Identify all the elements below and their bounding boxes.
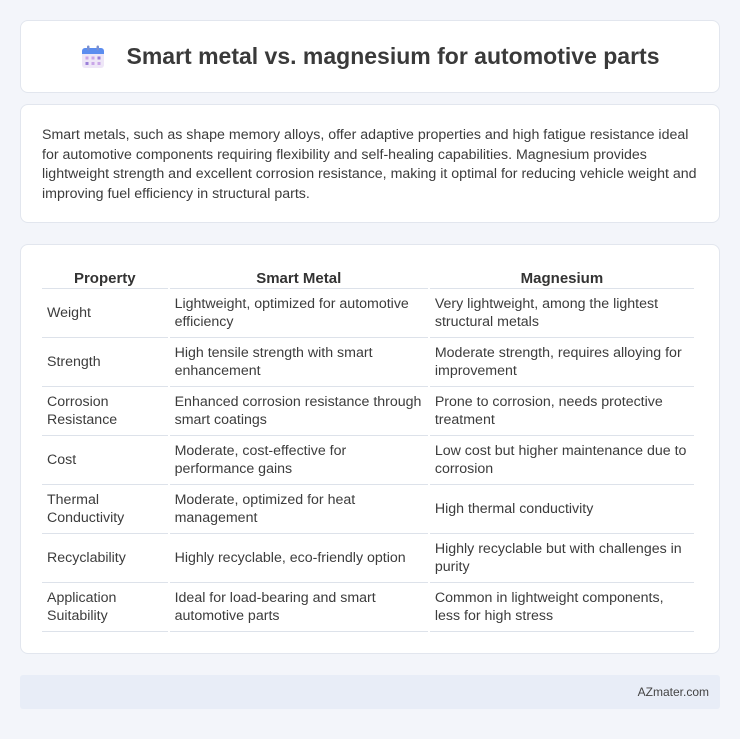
cell-magnesium: Moderate strength, requires alloying for improvement (430, 338, 694, 387)
cell-smart-metal: Lightweight, optimized for automotive efficiency (170, 289, 428, 338)
footer-site-link[interactable]: AZmater.com (637, 685, 709, 699)
table-row (42, 534, 694, 583)
table-row (42, 387, 694, 436)
header-property: Property (42, 267, 168, 289)
cell-magnesium: Prone to corrosion, needs protective treatment (430, 387, 694, 436)
cell-property: Thermal Conductivity (42, 485, 168, 534)
cell-smart-metal: Ideal for load-bearing and smart automotive parts (170, 583, 428, 632)
title-card (20, 20, 720, 93)
cell-magnesium: High thermal conductivity (430, 485, 694, 534)
cell-property: Weight (42, 289, 168, 338)
cell-property: Cost (42, 436, 168, 485)
cell-property: Strength (42, 338, 168, 387)
cell-magnesium: Highly recyclable but with challenges in purity (430, 534, 694, 583)
table-row (42, 583, 694, 632)
cell-magnesium: Low cost but higher maintenance due to corrosion (430, 436, 694, 485)
header-smart-metal: Smart Metal (170, 267, 428, 289)
cell-magnesium: Very lightweight, among the lightest structural metals (430, 289, 694, 338)
table-row (42, 485, 694, 534)
cell-property: Recyclability (42, 534, 168, 583)
description-text: Smart metals, such as shape memory alloys, offer adaptive properties and high fatigue resistance ideal for automotive components requiring flexibility and self-healing capabilities. Magnesium provides lightweight strength and excellent corrosion resistance, making it optimal for reducing vehicle weight and improving fuel efficiency in structural parts. (42, 127, 697, 202)
cell-smart-metal: Moderate, cost-effective for performance gains (170, 436, 428, 485)
description-card (20, 104, 720, 223)
cell-magnesium: Common in lightweight components, less for high stress (430, 583, 694, 632)
footer (20, 675, 720, 709)
cell-smart-metal: Moderate, optimized for heat management (170, 485, 428, 534)
table-row (42, 338, 694, 387)
cell-property: Corrosion Resistance (42, 387, 168, 436)
cell-property: Application Suitability (42, 583, 168, 632)
page-title: Smart metal vs. magnesium for automotive parts (126, 43, 660, 69)
cell-smart-metal: Highly recyclable, eco-friendly option (170, 534, 428, 583)
table-row (42, 289, 694, 338)
cell-smart-metal: High tensile strength with smart enhancement (170, 338, 428, 387)
table-header-row (42, 267, 694, 289)
comparison-card (20, 244, 720, 654)
calendar-icon (81, 45, 105, 69)
comparison-table (40, 267, 696, 632)
table-row (42, 436, 694, 485)
header-magnesium: Magnesium (430, 267, 694, 289)
cell-smart-metal: Enhanced corrosion resistance through smart coatings (170, 387, 428, 436)
